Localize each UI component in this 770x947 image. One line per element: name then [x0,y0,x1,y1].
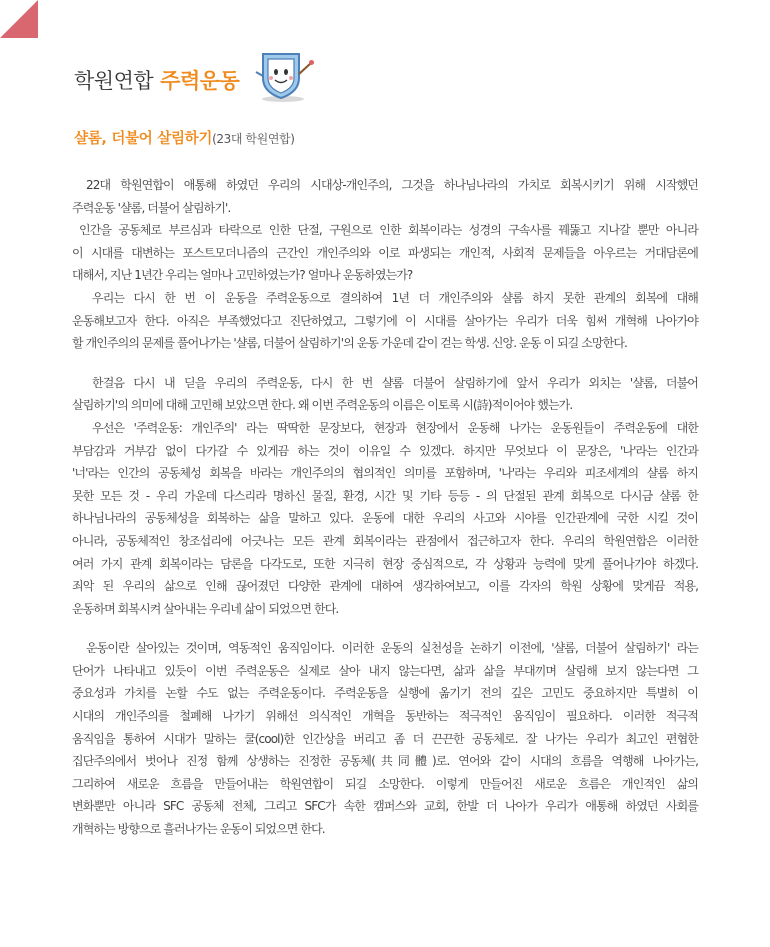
paragraph-5 [72,417,698,620]
text-line: 우선은 '주력운동: 개인주의' 라는 딱딱한 문장보다, 현장과 현장에서 운동해 나가는 운동원들이 주력운동에 대한 [92,420,698,435]
text-line: 못한 모든 것 - 우리 가운데 다스리라 명하신 물질, 환경, 시간 및 기타 등등 - 의 단절된 관계 회복으로 다시금 샬롬 한 [72,488,698,503]
text-line: 대해서, 지난 1년간 우리는 얼마나 고민하였는가? 얼마나 운동하였는가? [72,268,413,283]
text-line: 시대의 개인주의를 철폐해 나가기 위해선 의식적인 개혁을 동반하는 적극적인 움직임이 필요하다. 이러한 적극적 [72,709,698,724]
article-body [72,174,698,841]
text-line: 이 시대를 대변하는 포스트모더니즘의 근간인 개인주의와 이로 파생되는 개인적, 사회적 문제들을 아우르는 거대담론에 [72,245,698,260]
text-line: '너'라는 인간의 공동체성 회복을 바라는 개인주의의 협의적인 의미를 포함하며, '나'라는 우리와 피조세계의 샬롬 하지 [72,466,698,481]
subtitle [74,127,295,148]
title-main: 학원연합 [74,69,154,93]
paragraph-4 [72,372,698,417]
text-line: 인간을 공동체로 부르심과 타락으로 인한 단절, 구원으로 인한 회복이라는 성경의 구속사를 꿰뚫고 지나갈 뿐만 아니라 [79,223,698,238]
title-accent: 주력운동 [160,69,240,93]
text-line: 22대 학원연합이 애통해 하였던 우리의 시대상-개인주의, 그것을 하나님나라의 가치로 회복시키기 위해 시작했던 [86,178,698,192]
text-line: 우리는 다시 한 번 이 운동을 주력운동으로 결의하여 1년 더 개인주의와 샬롬 하지 못한 관계의 회복에 대해 [92,290,698,305]
text-line: 집단주의에서 벗어나 진정 함께 상생하는 진정한 공동체(共同體)로. 연어와 같이 시대의 흐름을 역행해 나아가는, [72,754,698,769]
corner-triangle-decoration [0,0,38,38]
text-line: 그리하여 새로운 흐름을 만들어내는 학원연합이 되길 소망한다. 이렇게 만들어진 새로운 흐름은 개인적인 삶의 [72,776,698,791]
text-line: 한걸음 다시 내 딛을 우리의 주력운동, 다시 한 번 샬롬 더불어 살림하기에 앞서 우리가 외치는 '샬롬, 더불어 [92,375,698,390]
text-line: 죄악 된 우리의 삶으로 인해 끊어졌던 다양한 관계에 대하여 생각하여보고, 이를 각자의 학원 상황에 맞게끔 적용, [72,579,698,594]
text-line: 운동하며 회복시켜 살아내는 우리네 삶이 되었으면 한다. [72,601,339,616]
shield-mascot-icon [253,48,317,104]
text-line: 운동해보고자 한다. 아직은 부족했었다고 진단하였고, 그렇기에 이 시대를 살아가는 우리가 더욱 힘써 개혁해 나아가야 [72,313,698,328]
paragraph-1 [72,174,698,219]
subtitle-note: (23대 학원연합) [212,132,295,146]
text-line: 여러 가지 관계 회복이라는 담론을 다각도로, 또한 지극히 현장 중심적으로, 각 상황과 능력에 맞게 풀어나가야 하겠다. [72,556,698,571]
text-line: 아니라, 공동체적인 창조섭리에 어긋나는 모든 관계 회복이라는 관점에서 접근하고자 한다. 우리의 학원연합은 이러한 [72,533,698,548]
subtitle-main: 샬롬, 더불어 살림하기 [74,131,213,147]
text-line: 주력운동 '샬롬, 더불어 살림하기'. [72,200,231,215]
paragraph-2 [72,219,698,287]
text-line: 중요성과 가치를 논할 수도 없는 주력운동이다. 주력운동을 실행에 옮기기 전의 깊은 고민도 중요하지만 특별히 이 [72,686,698,701]
paragraph-6 [72,637,698,840]
paragraph-3 [72,287,698,355]
text-line: 개혁하는 방향으로 흘러나가는 운동이 되었으면 한다. [72,822,325,837]
text-line: 살림하기'의 의미에 대해 고민해 보았으면 한다. 왜 이번 주력운동의 이름은 이토록 시(詩)적이어야 했는가. [72,398,573,413]
text-line: 운동이란 살아있는 것이며, 역동적인 움직임이다. 이러한 운동의 실천성을 논하기 이전에, '샬롬, 더불어 살림하기' 라는 [86,641,698,656]
paragraph-gap [72,620,698,637]
paragraph-gap [72,355,698,372]
page-title [74,56,317,104]
text-line: 할 개인주의의 문제를 풀어나가는 '샬롬, 더불어 살림하기'의 운동 가운데 같이 걷는 학생. 신앙. 운동 이 되길 소망한다. [72,336,627,351]
text-line: 움직임을 통하여 시대가 말하는 쿨(cool)한 인간상을 버리고 좀 더 끈끈한 공동체로. 잘 나가는 우리가 최고인 편협한 [72,731,698,746]
text-line: 변화뿐만 아니라 SFC 공동체 전체, 그리고 SFC가 속한 캠퍼스와 교회, 한발 더 나아가 우리가 애통해 하였던 사회를 [72,799,698,814]
text-line: 단어가 나타내고 있듯이 이번 주력운동은 실제로 살아 내지 않는다면, 삶과 삶을 부대끼며 살림해 보지 않는다면 그 [72,663,698,678]
text-line: 부담감과 거부감 없이 다가갈 수 있게끔 하는 것이 이유일 수 있겠다. 하지만 무엇보다 이 문장은, '나'라는 인간과 [72,443,698,458]
text-line: 하나님나라의 공동체성을 회복하는 삶을 말하고 있다. 운동에 대한 우리의 사고와 시야를 인간관계에 국한 시킬 것이 [72,511,698,526]
